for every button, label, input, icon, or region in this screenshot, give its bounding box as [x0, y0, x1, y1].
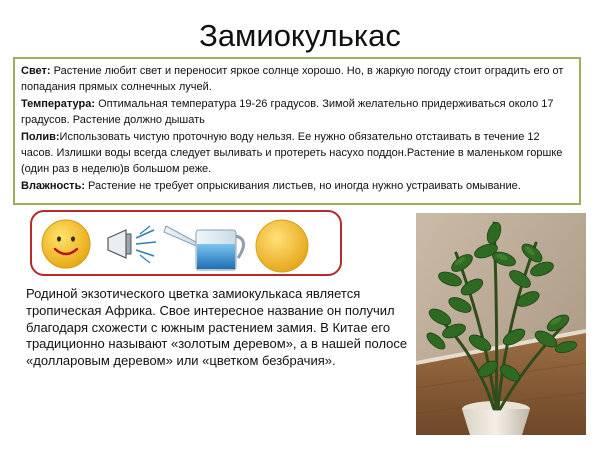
smiling-sun-icon [42, 220, 90, 268]
care-watering-label: Полив: [21, 130, 60, 143]
care-humidity-label: Влажность: [21, 179, 85, 192]
care-light-label: Свет: [21, 65, 51, 77]
care-temperature [21, 96, 573, 129]
zamioculcas-plant-photo [416, 213, 586, 435]
spray-bottle-icon [108, 226, 156, 263]
sun-disc-icon [256, 220, 308, 272]
care-light-text: Растение любит свет и переносит яркое солнце хорошо. Но, в жаркую погоду стоит оградить его от попадания прямых солнечных лучей. [21, 65, 564, 94]
care-icons-panel [30, 210, 342, 276]
care-humidity-text: Растение не требует опрыскивания листьев, но иногда нужно устраивать омывание. [85, 179, 521, 192]
care-temperature-label: Температура: [21, 97, 96, 110]
page-title: Замиокулькас [199, 18, 401, 53]
care-temperature-text: Оптимальная температура 19-26 градусов. Зимой желательно придерживаться около 17 градусов. Растение должно дышать [21, 97, 554, 127]
care-light [21, 63, 573, 96]
plant-description: Родиной экзотического цветка замиокулькаса является тропическая Африка. Свое интересное название он получил благодаря схожести с южным растением замия. В Китае его традиционно называют «золотым деревом», а в нашей полосе «долларовым деревом» или «цветком безбрачия». [26, 286, 408, 369]
watering-can-icon [164, 226, 244, 270]
care-humidity [21, 178, 573, 194]
care-info-box [13, 57, 581, 205]
care-watering [21, 129, 573, 178]
care-watering-text: Использовать чистую проточную воду нельзя. Ее нужно обязательно отстаивать в течение 12 часов. Излишки воды всегда следует выливать и протереть насухо поддон.Растение в маленьком горшке (один раз в неделю)в большом реже. [21, 130, 563, 176]
